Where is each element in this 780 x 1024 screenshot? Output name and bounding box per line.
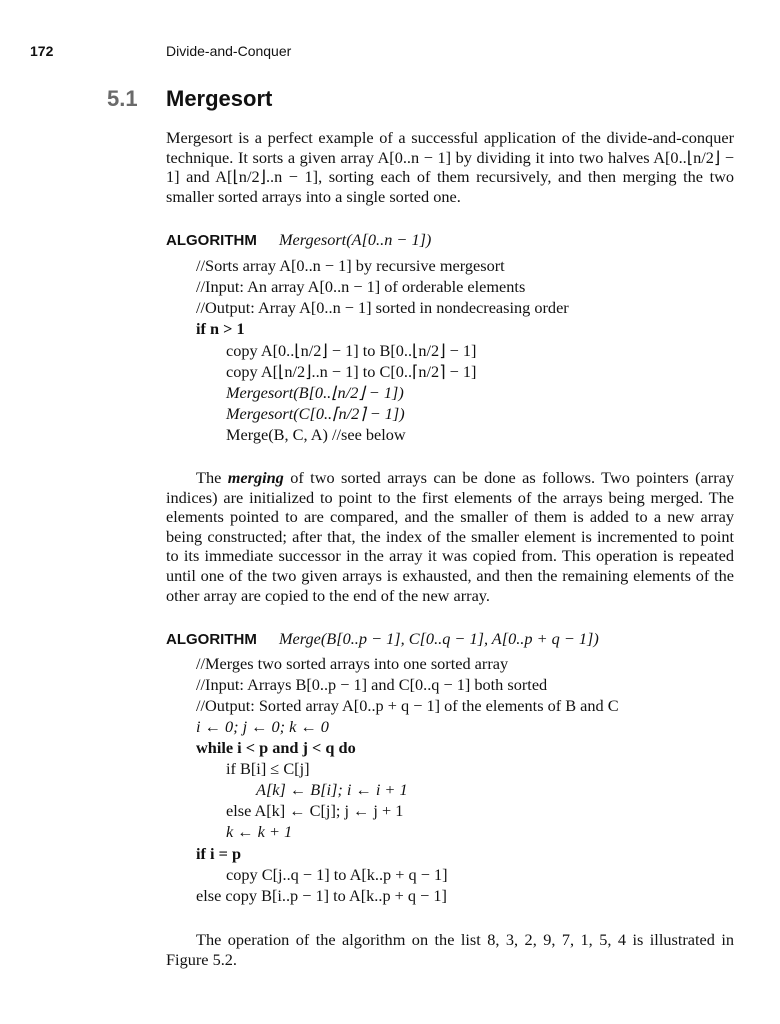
code-line: if B[i] ≤ C[j]: [226, 759, 310, 778]
algorithm-merge-header: [166, 629, 599, 650]
code-line: else A[k] ← C[j]; j ← j + 1: [226, 801, 404, 820]
code-line: //Input: An array A[0..n − 1] of orderable elements: [196, 277, 526, 296]
code-line: copy A[⌊n/2⌋..n − 1] to C[0..⌈n/2⌉ − 1]: [226, 362, 477, 381]
code-line: //Merges two sorted arrays into one sorted array: [196, 654, 509, 673]
code-line: //Output: Array A[0..n − 1] sorted in nondecreasing order: [196, 298, 569, 317]
merging-lead: The: [196, 468, 228, 487]
merging-rest: of two sorted arrays can be done as follows. Two pointers (array indices) are initialized to point to the first elements of the arrays being merged. The elements pointed to are compared, and the smaller of them is added to a new array being constructed; after that, the index of the smaller element is incremented to point to its immediate successor in the array it was copied from. This operation is repeated until one of the two given arrays is exhausted, and then the remaining elements of the other array are copied to the end of the new array.: [166, 468, 734, 605]
code-line: i ← 0; j ← 0; k ← 0: [196, 717, 329, 736]
algorithm-signature: Mergesort(A[0..n − 1]): [278, 230, 432, 249]
section-title: Mergesort: [166, 86, 273, 111]
code-line: Merge(B, C, A) //see below: [226, 425, 406, 444]
code-line: copy C[j..q − 1] to A[k..p + q − 1]: [226, 865, 448, 884]
code-line: k ← k + 1: [226, 822, 293, 841]
code-line: Mergesort(C[0..⌈n/2⌉ − 1]): [226, 404, 405, 423]
code-line: copy A[0..⌊n/2⌋ − 1] to B[0..⌊n/2⌋ − 1]: [226, 341, 477, 360]
code-line: //Output: Sorted array A[0..p + q − 1] of the elements of B and C: [196, 696, 619, 715]
running-title: Divide-and-Conquer: [166, 43, 292, 59]
algorithm-signature: Merge(B[0..p − 1], C[0..q − 1], A[0..p + q − 1]): [278, 629, 599, 648]
closing-paragraph: The operation of the algorithm on the list 8, 3, 2, 9, 7, 1, 5, 4 is illustrated in Figure 5.2.: [166, 930, 734, 969]
code-line: //Sorts array A[0..n − 1] by recursive mergesort: [196, 256, 505, 275]
code-line: else copy B[i..p − 1] to A[k..p + q − 1]: [196, 886, 447, 905]
merging-term: merging: [227, 468, 284, 487]
code-line: A[k] ← B[i]; i ← i + 1: [256, 780, 408, 799]
code-line: //Input: Arrays B[0..p − 1] and C[0..q − 1] both sorted: [196, 675, 548, 694]
code-line: while i < p and j < q do: [196, 738, 356, 757]
code-line: if n > 1: [196, 319, 245, 338]
code-line: if i = p: [196, 844, 242, 863]
section-number: 5.1: [107, 86, 138, 111]
merging-paragraph: [166, 468, 734, 605]
page-number: 172: [30, 43, 54, 59]
algorithm-mergesort-header: [166, 230, 431, 251]
algorithm-keyword: ALGORITHM: [166, 232, 257, 249]
code-line: Mergesort(B[0..⌊n/2⌋ − 1]): [226, 383, 404, 402]
algorithm-keyword: ALGORITHM: [166, 631, 257, 648]
intro-paragraph: Mergesort is a perfect example of a successful application of the divide-and-conquer technique. It sorts a given array A[0..n − 1] by dividing it into two halves A[0..⌊n/2⌋ − 1] and A[⌊n/2⌋..n − 1], sorting each of them recursively, and then merging the two smaller sorted arrays into a single sorted one.: [166, 128, 734, 206]
